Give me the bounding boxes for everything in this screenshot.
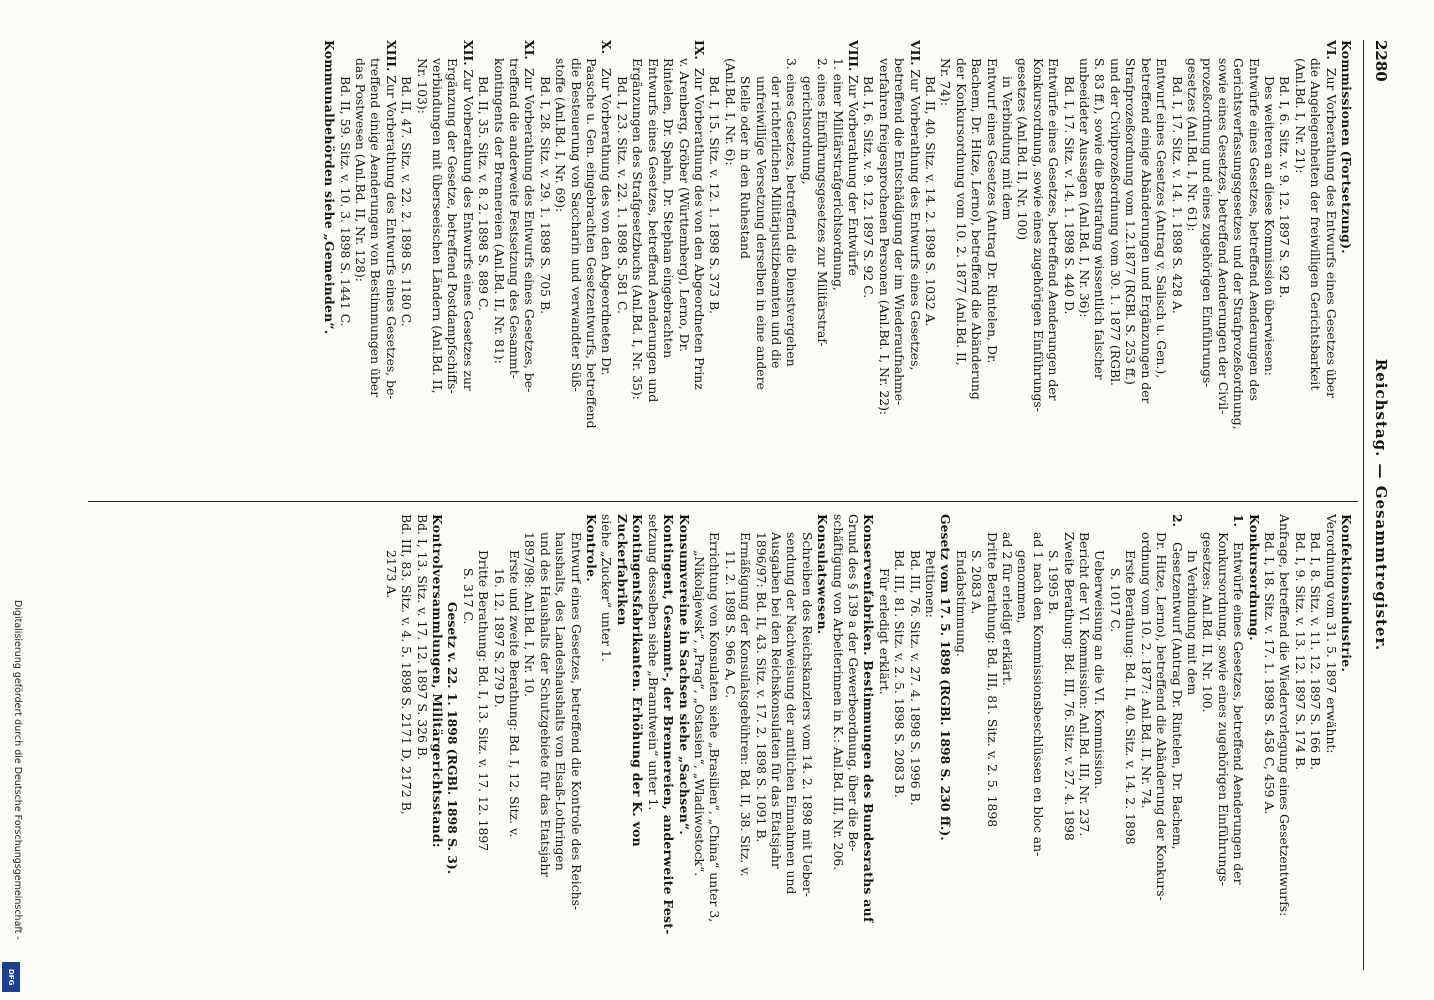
entry-line: Bd. II, 40. Sitz. v. 14. 2. 1898 S. 1032 A. [923,76,939,327]
entry-line: genommen, [1015,550,1031,624]
entry-line: gesetzes: Anl.Bd. II, Nr. 100. [1200,532,1216,713]
entry-line: Bd. I, 15. Sitz. v. 12. 1. 1898 S. 373 B. [707,76,723,315]
entry-numbered-line [522,40,537,488]
rotated-page-content [70,40,1390,970]
entry-line: Bd. II, 47. Sitz. v. 22. 2. 1898 S. 1180 C. [399,76,415,327]
entry-line: Dritte Berathung: Bd. I, 13. Sitz. v. 17. 12. 1897 [476,550,492,852]
entry-heading: Konfektionsindustrie. [1339,514,1354,673]
entry-line: Erste Berathung: Bd. II, 40. Sitz. v. 14. 2. 1898 [1123,550,1139,845]
entry-line: betreffend einige Abänderungen und Ergänzungen der [1138,58,1154,404]
entry-line: Ergänzung der Gesetze, betreffend Postdampfschiffs- [445,58,461,394]
entry-line: Erste und zweite Berathung: Bd. I, 12. Sitz. v. [507,550,523,838]
law-reference: Gesetz v. 22. 1. 1898 (RGBl. 1898 S. 3). [445,601,461,875]
entry-line: Konkursordnung, sowie eines zugehörigen Einführungs- [1215,532,1231,886]
entry-line: Entwürfe eines Gesetzes, betreffend Aenderungen der [1046,58,1062,401]
entry-line: Entwurfs eines Gesetzes, betreffend Aenderungen und [645,58,661,403]
entry-line: haushalts, des Landeshaushalts von Elsaß-Lothringen [553,532,569,871]
entry-line: die Angelegenheiten der freiwilligen Gerichtsbarkeit [1308,58,1324,391]
entry-line: 1897/98: Anl.Bd. I, Nr. 10. [522,532,538,698]
entry-line: Anfrage, betreffend die Wiedervorlegung eines Gesetzentwurfs: [1277,514,1293,917]
entry-number: VII. [907,40,923,66]
entry-line: Bd. I, 28. Sitz. v. 29. 1. 1898 S. 705 B. [537,76,553,315]
entry-line: verbindungen mit überseeischen Ländern (Anl.Bd. II, [430,58,446,394]
law-reference: Gesetz vom 17. 5. 1898 (RGBl. 1898 S. 230 ff.). [938,514,954,841]
entry-line: 1. einer Militärstrafgerichtsordnung, [830,58,846,291]
entry-heading: Kontrole. [584,514,600,582]
entry-numbered-line [383,40,398,488]
running-head [1366,40,1390,970]
entry-line: Bd. I, 17. Sitz. v. 14. 1. 1898 S. 428 A. [1169,76,1185,314]
entry-number: VI. [1323,40,1339,60]
entry-line: unbeeideter Aussagen (Anl.Bd. I, Nr. 36): [1077,58,1093,318]
entry-line: S. 83 ff.), sowie die Bestrafung wissentlich falscher [1092,58,1108,380]
digitization-note: Digitalisierung gefördert durch die Deutsche Forschungsgemeinschaft - [12,600,23,940]
entry-line: Bd. I, 17. Sitz. v. 14. 1. 1898 S. 440 D. [1061,76,1077,315]
entry-line: gesetzes (Anl.Bd. I, Nr. 61): [1184,58,1200,232]
entry-line: Verordnung vom 31. 5. 1897 erwähnt: [1323,514,1339,754]
entry-line: der Konkursordnung vom 10. 2. 1877 (Anl.Bd. II, [953,58,969,366]
entry-line: verfahren freigesprochenen Personen (Anl.Bd. I, Nr. 22): [876,58,892,416]
entry-line: sowie eines Gesetzes, betreffend Aenderungen der Civil- [1215,58,1231,415]
entry-numbered-line [846,40,861,488]
entry-text: Zur Vorberathung des von den Abgeordneten Dr. [599,67,615,376]
entry-heading: Kontrolversammlungen, Militärgerichtsstand: [430,514,446,848]
entry-line: Bd. III, 81. Sitz. v. 2. 5. 1898 S. 2083 B. [892,550,908,798]
entry-text: Gesetzentwurf (Antrag Dr. Rintelen, Dr. Bachem, [1169,541,1185,850]
entry-line: Ermäßigung der Konsulatsgebühren: Bd. II, 38. Sitz. v. [738,532,754,877]
entry-line: ad 1 nach den Kommissionsbeschlüssen en bloc an- [1030,532,1046,857]
entry-line: siehe „Zucker“ unter 1. [599,514,615,662]
entry-line: Entwurf eines Gesetzes (Antrag v. Salisch u. Gen.), [1154,58,1170,379]
entry-line: kontingents der Brennereien (Anl.Bd. II, Nr. 81): [491,58,507,364]
entry-heading: Kommissionen (Fortsetzung). [1339,40,1354,254]
entry-line: Petitionen: [923,550,939,618]
entry-line: Für erledigt erklärt. [876,568,892,695]
entry-line: S. 1017 C. [1107,568,1123,633]
entry-line: Grund des § 139 a der Gewerbeordnung, über die Be- [846,514,861,852]
entry-text: Entwürfe eines Gesetzes, betreffend Aenderungen der [1231,541,1247,885]
dfg-logo: DFG [2,962,20,992]
column-divider [88,501,1358,502]
entry-line: 11. 2. 1898 S. 966 A, C. [722,550,738,699]
entry-line: stoffe (Anl.Bd. I, Nr. 69): [553,58,569,213]
entry-line: und der Civilprozeßordnung vom 30. 1. 1877 (RGBl. [1107,58,1123,386]
entry-line: (Anl.Bd. I, Nr. 6): [722,58,738,166]
entry-number: 1. [1231,514,1247,527]
entry-line: Gerichtsverfassungsgesetzes und der Strafprozeßordnung, [1231,58,1247,430]
entry-heading: Konkursordnung. [1246,514,1262,641]
entry-numbered-line [907,40,922,488]
entry-line: „Nikolajewsk“, „Prag“, „Ostasien“, „Wladiwostock“. [691,550,707,877]
entry-line: Bd. I, 6. Sitz. v. 9. 12. 1897 S. 92 C. [861,76,877,299]
entry-line: Nr. 103): [414,58,430,114]
entry-line: unfreiwillige Versetzung derselben in eine andere [753,76,769,390]
entry-number: XI. [522,40,538,60]
entry-line: 2173 A. [383,550,399,599]
entry-line: 2. eines Einführungsgesetzes zur Militärstraf- [815,58,831,347]
entry-numbered-line [599,40,614,488]
entry-heading: Kontingentsfabrikanten. Erhöhung der K. von Zuckerfabriken [614,514,646,852]
digitization-footer [4,600,26,995]
entry-line: treffend einige Aenderungen von Bestimmungen über [368,58,384,398]
entry-heading: Konsulatswesen. [815,514,831,635]
entry-line: Bericht der VI. Kommission: Anl.Bd. III, Nr. 237. [1077,532,1093,837]
entry-line: Entwurf eines Gesetzes (Antrag Dr. Rintelen, Dr. [984,58,1000,364]
entry-line: v. Arenberg, Gröber (Württemberg), Lerno, Dr. [676,58,692,353]
entry-number: IX. [691,40,707,60]
entry-line: das Postwesen (Anl.Bd. II, Nr. 128): [353,58,368,282]
entry-number: X. [599,40,615,54]
entry-line: setzung desselben siehe „Branntwein“ unter 1. [645,514,661,811]
header-rule [1363,40,1364,970]
entry-line: der richterlichen Militärjustizbeamten und die [768,76,784,369]
entry-line: 16. 12. 1897 S. 279 D. [491,568,507,708]
entry-numbered-line [1323,40,1338,488]
entry-line: gerichtsordnung, [799,76,815,185]
entry-numbered-line [692,40,707,488]
entry-line: Stelle oder in den Ruhestand [738,76,754,259]
entry-numbered-line [460,40,475,488]
entry-number: XII. [460,40,476,66]
entry-line: Nr. 74): [938,58,954,107]
left-column [84,40,1354,488]
entry-line: Zweite Berathung: Bd. III, 76. Sitz. v. 27. 4. 1898 [1061,532,1077,841]
entry-line: Rintelen, Dr. Spahn, Dr. Stephan eingebrachten [661,58,677,359]
entry-number: XIII. [383,40,399,72]
entry-text: Zur Vorberathung des von den Abgeordneten Prinz [691,67,707,390]
entry-line: prozeßordnung und eines zugehörigen Einführungs- [1200,58,1216,388]
entry-line: Bd. I, 8. Sitz. v. 11. 12. 1897 S. 166 B. [1308,532,1324,771]
entry-text: Zur Vorberathung des Entwurfs eines Gesetzes, [907,69,923,371]
entry-line: Bd. II, 35. Sitz. v. 8. 2. 1898 S. 889 C. [476,76,492,311]
entry-line: 1896/97: Bd. II, 43. Sitz. v. 17. 2. 1898 S. 1091 B. [753,532,769,843]
entry-line: ordnung vom 10. 2. 1877: Anl.Bd. II, Nr. 74. [1138,532,1154,809]
entry-line: Bd. I, 13. Sitz. v. 17. 12. 1897 S. 326 B. [414,514,430,760]
entry-line: Dritte Berathung: Bd. III, 81. Sitz. v. 2. 5. 1898 [984,532,1000,828]
entry-text: Zur Vorberathung des Entwurfs eines Gesetzes zur [460,69,476,391]
page-number: 2280 [1372,40,1390,82]
entry-line: Endabstimmung. [953,550,969,657]
entry-number: VIII. [846,40,861,72]
entry-line: schäftigung von Arbeiterinnen in K.: Anl.Bd. III, Nr. 206. [830,514,846,871]
entry-numbered-line [1169,514,1184,962]
entry-line: Paasche u. Gen. eingebrachten Gesetzentwurfs, betreffend [584,58,600,429]
running-head-title: Reichstag. — Gesammtregister. [1372,358,1390,652]
entry-line: in Verbindung mit dem [1000,76,1016,221]
entry-line: S. 1995 B. [1046,550,1062,615]
entry-line: ad 2 für erledigt erklärt. [1000,532,1016,686]
entry-heading: Konsumvereine in Sachsen siehe „Sachsen“. [676,514,692,836]
entry-line: S. 317 C. [460,568,476,625]
entry-line: Des weiteren an diese Kommission überwiesen: [1261,76,1277,376]
entry-heading: Konservenfabriken. Bestimmungen des Bundesraths auf [861,514,877,923]
entry-line: und des Haushalts der Schutzgebiete für das Etatsjahr [537,532,553,878]
entry-text: Zur Vorberathung des Entwurfs eines Gesetzes über [1323,67,1339,399]
entry-text: Zur Vorberathung des Entwurfs eines Gesetzes, be- [383,75,399,400]
entry-line: Bd. II, 59. Sitz. v. 10. 3. 1898 S. 1441 C. [337,76,353,327]
entry-line: Schreiben des Reichskanzlers vom 14. 2. 1898 mit Ueber- [799,532,815,897]
entry-line: Bd. III, 83. Sitz. v. 4. 5. 1898 S. 2171 D, 2172 B, [399,514,415,815]
entry-line: Errichtung von Konsulaten siehe „Brasilien“, „China“ unter 3, [707,532,723,923]
entry-line: 3. eines Gesetzes, betreffend die Dienstvergehen [784,58,800,367]
entry-line: treffend die anderweite Festsetzung des Gesammt- [507,58,523,379]
entry-line: Konkursordnung, sowie eines zugehörigen Einführungs- [1030,58,1046,412]
entry-line: sendung der Nachweisung der amtlichen Einnahmen und [784,532,800,895]
entry-line: Bd. I, 23. Sitz. v. 22. 1. 1898 S. 581 C. [614,76,630,314]
entry-line: gesetzes (Anl.Bd. II, Nr. 100) [1015,58,1031,241]
entry-line: Bd. III, 76. Sitz. v. 27. 4. 1898 S. 1996 B. [907,550,923,806]
entry-line: Bd. I, 18. Sitz. v. 17. 1. 1898 S. 458 C, 459 A. [1261,532,1277,815]
entry-line: die Besteuerung von Saccharin und verwandter Süß- [568,58,584,392]
entry-line: S. 2083 A. [969,550,985,615]
entry-line: Bd. I, 9. Sitz. v. 13. 12. 1897 S. 174 B. [1292,532,1308,771]
entry-text: Zur Vorberathung des Entwurfs eines Gesetzes, be- [522,67,538,393]
entry-text: Zur Vorberathung der Entwürfe [846,75,861,276]
entry-line: Bd. I, 6. Sitz. v. 9. 12. 1897 S. 92 B. [1277,76,1293,299]
entry-numbered-line [1231,514,1246,962]
entry-line: Entwurf eines Gesetzes, betreffend die Kontrole des Reichs- [568,532,584,911]
entry-line: (Anl.Bd. I, Nr. 21): [1292,58,1308,174]
entry-line: Ergänzungen des Strafgesetzbuchs (Anl.Bd. I, Nr. 35): [630,58,646,400]
entry-line: Dr. Hitze, Lerno), betreffend die Abänderung der Konkurs- [1154,532,1170,901]
entry-line: Entwürfe eines Gesetzes, betreffend Aenderungen des [1246,58,1262,401]
entry-line: In Verbindung mit dem [1184,550,1200,696]
entry-heading: Kontingent, Gesammt-, der Brennereien, anderweite Fest- [661,514,677,935]
entry-heading: Kommunalbehörden siehe „Gemeinden“. [322,40,338,335]
entry-line: Strafprozeßordnung vom 1.2.1877 (RGBl. S. 253 ff.) [1123,58,1139,385]
entry-line: Bachem, Dr. Hitze, Lerno), betreffend die Abänderung [969,58,985,400]
entry-line: Ausgaben bei den Reichskonsulaten für das Etatsjahr [768,532,784,869]
entry-line: betreffend die Entschädigung der im Wiederaufnahme- [892,58,908,406]
entry-line: Ueberweisung an die VI. Kommission. [1092,550,1108,790]
entry-number: 2. [1169,514,1185,527]
right-column [84,514,1354,962]
